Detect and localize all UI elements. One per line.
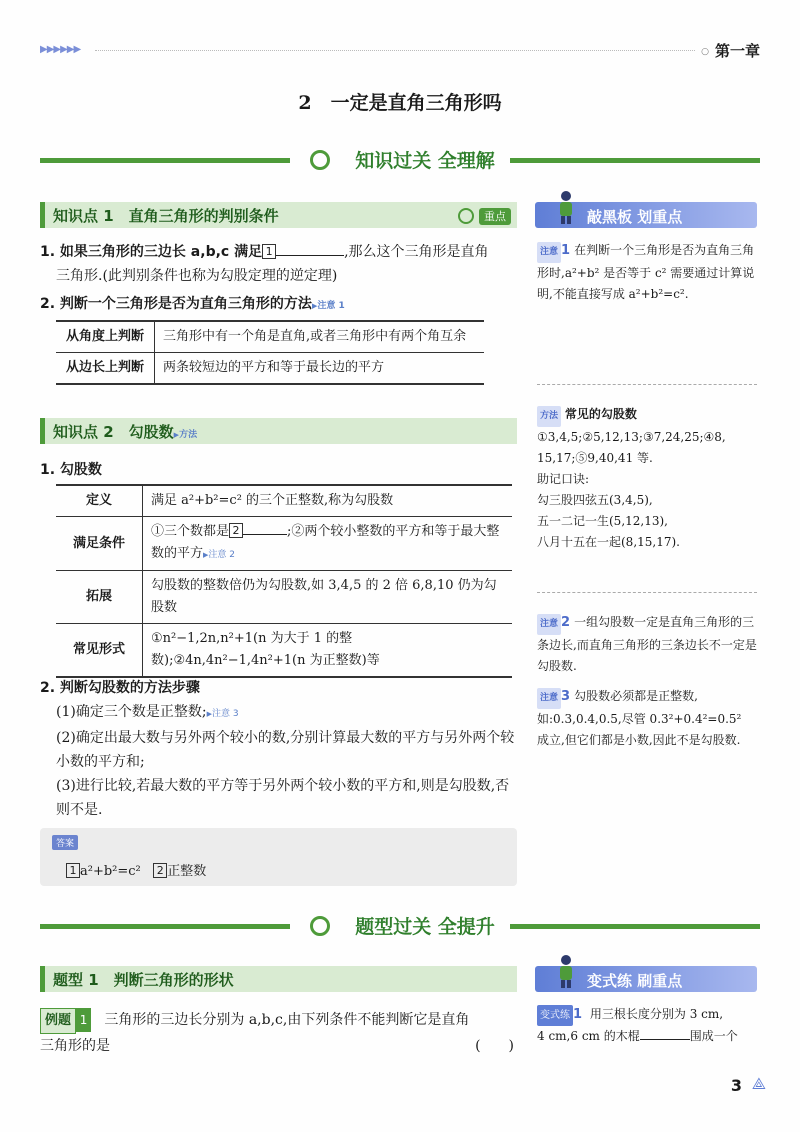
method-ref: ▶ 方法 (174, 430, 197, 440)
answer-box: 答案 1 a²+b²=c² 2 正整数 (40, 828, 517, 886)
type1-title: 题型 1 判断三角形的形状 (53, 971, 234, 989)
table-row: 定义 满足 a²+b²=c² 的三个正整数,称为勾股数 (56, 485, 512, 517)
banner-title: 知识过关 全理解 (355, 150, 495, 172)
table-row: 拓展 勾股数的整数倍仍为勾股数,如 3,4,5 的 2 倍 6,8,10 仍为勾股数 (56, 571, 512, 624)
kp1-title: 知识点 1 直角三角形的判别条件 (53, 207, 279, 225)
section-banner-question-types (40, 912, 760, 940)
banner-title: 题型过关 全提升 (355, 916, 495, 938)
swirl-icon (310, 916, 330, 936)
kp1-item1: 1. 如果三角形的三边长 a,b,c 满足 1 ,那么这个三角形是直角 三角形.(此判别条件也称为勾股定理的逆定理) (40, 244, 489, 284)
table-row (56, 321, 484, 353)
page-arrows-icon: ▶▶▶▶▶▶ (40, 44, 81, 55)
page-title: 2 一定是直角三角形吗 (298, 92, 502, 114)
kp2-sub1: 1. 勾股数 (40, 462, 102, 478)
note-1: 注意 1 在判断一个三角形是否为直角三角形时,a²+b² 是否等于 c² 需要通过计算说明,不能直接写成 a²+b²=c². (537, 243, 755, 301)
person-icon (555, 954, 577, 988)
table-head: 从边长上判断 (56, 353, 155, 385)
chapter-label: ○ 第一章 (701, 40, 760, 61)
section-banner-knowledge (40, 146, 760, 174)
table-cell: 两条较短边的平方和等于最长边的平方 (155, 353, 485, 385)
answer-blank-2[interactable] (243, 534, 287, 535)
table-row: 常见形式 ①n²−1,2n,n²+1(n 为大于 1 的整数);②4n,4n²−1,4n²+1(n 为正整数)等 (56, 624, 512, 678)
note-2: 注意 2 一组勾股数一定是直角三角形的三条边长,而直角三角形的三条边长不一定是勾股数. (537, 615, 757, 673)
person-icon (555, 190, 577, 224)
sidebar-title-2: 变式练 刷重点 (587, 972, 683, 990)
table-cell: 三角形中有一个角是直角,或者三角形中有两个角互余 (155, 321, 485, 353)
page-number: 3 (730, 1076, 742, 1095)
table-row: 满足条件 ①三个数都是 2 ;②两个较小整数的平方和等于最大整数的平方▶ 注意 2 (56, 517, 512, 571)
note-ref-1: ▶ 注意 1 (312, 301, 345, 311)
kp2-table (56, 484, 512, 678)
answer-blank-1[interactable] (276, 255, 344, 256)
note-3: 注意 3 勾股数必须都是正整数,如:0.3,0.4,0.5,尽管 0.3²+0.4²=0.5² 成立,但它们都是小数,因此不是勾股数. (537, 689, 742, 747)
variant-exercise-1: 变式练 1 用三根长度分别为 3 cm, 4 cm,6 cm 的木棍 围成一个 (537, 1007, 738, 1043)
kp1-table (56, 320, 484, 385)
compass-icon: ⟁ (751, 1074, 766, 1093)
sidebar-header-1 (535, 202, 757, 228)
table-row (56, 353, 484, 385)
kp2-sub2: 2. 判断勾股数的方法步骤 (40, 680, 200, 696)
answer-paren[interactable]: ( ) (475, 1038, 514, 1054)
kp2-header (40, 418, 517, 444)
kp2-steps: (1)确定三个数是正整数;▶ 注意 3 (2)确定出最大数与另外两个较小的数,分别计算最大数的平方与另外两个较小数的平方和; (3)进行比较,若最大数的平方等于另外两个较小数的平方和,则是勾股数,否则不是. (56, 700, 518, 822)
kp1-item2: 2. 判断一个三角形是否为直角三角形的方法▶ 注意 1 (40, 292, 345, 318)
sidebar-header-2 (535, 966, 757, 992)
blank-number-1: 1 (262, 244, 276, 259)
table-head: 从角度上判断 (56, 321, 155, 353)
kp2-title: 知识点 2 勾股数 (53, 423, 174, 441)
answer-badge: 答案 (52, 835, 78, 850)
example-tag: 例题 (40, 1008, 76, 1034)
blank-number-2: 2 (229, 523, 243, 538)
swirl-icon (310, 150, 330, 170)
target-icon (458, 208, 474, 224)
divider (537, 592, 757, 593)
key-point-tag: 重点 (479, 208, 511, 225)
sidebar-title-1: 敲黑板 划重点 (587, 208, 683, 226)
kp1-header (40, 202, 517, 228)
note-ref-2: ▶ 注意 2 (203, 550, 235, 560)
answer-blank-3[interactable] (640, 1039, 690, 1040)
answer-1: a²+b²=c² (80, 864, 141, 879)
divider (537, 384, 757, 385)
method-note: 方法 常见的勾股数 ①3,4,5;②5,12,13;③7,24,25;④8, 15,17;⑤9,40,41 等. 助记口诀: 勾三股四弦五(3,4,5), 五一二记一生(5,12,13), 八月十五在一起(8,15,17). (537, 407, 726, 549)
type1-header (40, 966, 517, 992)
example-1: 例题 1 三角形的三边长分别为 a,b,c,由下列条件不能判断它是直角 三角形的是 ( ) (40, 1008, 518, 1058)
note-ref-3: ▶ 注意 3 (207, 709, 239, 719)
top-divider (95, 50, 695, 51)
answer-2: 正整数 (167, 864, 207, 879)
